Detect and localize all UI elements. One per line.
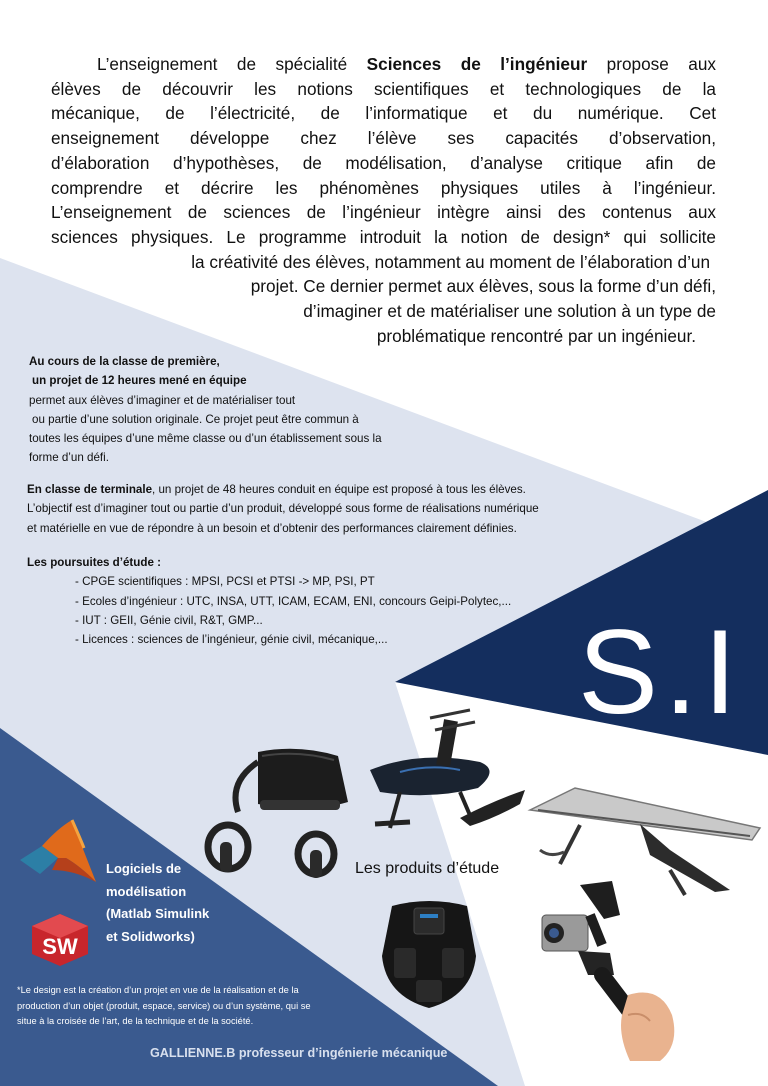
intro-specialty-bold: Sciences de l’ingénieur bbox=[366, 54, 588, 74]
terminale-section bbox=[27, 480, 539, 538]
footnote-line: *Le design est la création d’un projet en vue de la réalisation et de la bbox=[17, 985, 299, 995]
si-big-title: S.I bbox=[578, 605, 743, 739]
matlab-logo-icon bbox=[18, 818, 98, 890]
poursuites-item: - IUT : GEII, Génie civil, R&T, GMP... bbox=[75, 613, 263, 627]
premiere-title: Au cours de la classe de première, bbox=[29, 355, 220, 368]
premiere-section bbox=[29, 352, 382, 468]
logiciels-line: (Matlab Simulink bbox=[106, 906, 210, 921]
hydrofoil-drone-icon bbox=[360, 700, 530, 840]
poursuites-item: - Ecoles d’ingénieur : UTC, INSA, UTT, ICAM, ECAM, ENI, concours Geipi-Polytec,... bbox=[75, 594, 512, 608]
premiere-line: forme d’un défi. bbox=[29, 451, 109, 465]
premiere-line: un projet de 12 heures mené en équipe bbox=[32, 374, 247, 388]
intro-line: élèves de découvrir les notions scientifiques et technologiques de la bbox=[51, 78, 716, 99]
design-footnote bbox=[17, 983, 377, 1030]
logiciels-line: modélisation bbox=[106, 883, 187, 899]
wearable-sensor-icon bbox=[372, 896, 487, 1016]
logiciels-caption bbox=[106, 858, 256, 948]
poursuites-item: - CPGE scientifiques : MPSI, PCSI et PTSI -> MP, PSI, PT bbox=[75, 575, 375, 589]
premiere-line: ou partie d’une solution originale. Ce projet peut être commun à bbox=[32, 412, 359, 426]
author-credit: GALLIENNE.B professeur d’ingénierie mécanique bbox=[150, 1046, 448, 1060]
footnote-line: production d’un objet (produit, espace, service) ou d’un système, qui se bbox=[17, 1000, 311, 1011]
intro-line: la créativité des élèves, notamment au moment de l’élaboration d’un bbox=[191, 251, 710, 272]
solidworks-logo-icon bbox=[30, 912, 90, 968]
terminale-line: L’objectif est d’imaginer tout ou partie d’un produit, développé sous forme de réalisations numérique bbox=[27, 502, 539, 516]
footnote-line: situe à la croisée de l’art, de la technique et de la société. bbox=[17, 1016, 254, 1026]
intro-line: sciences physiques. Le programme introduit la notion de design* qui sollicite bbox=[51, 226, 716, 247]
terminale-line: En classe de terminale, un projet de 48 heures conduit en équipe est proposé à tous les élèves. bbox=[27, 483, 526, 496]
poursuites-section bbox=[27, 553, 511, 649]
intro-line: d’élaboration d’hypothèses, de modélisation, d’analyse critique afin de bbox=[51, 152, 716, 173]
intro-line: L’enseignement de spécialité Sciences de l’ingénieur propose aux bbox=[97, 54, 716, 74]
camera-gimbal-icon bbox=[510, 875, 690, 1065]
intro-line: problématique rencontré par un ingénieur. bbox=[376, 325, 696, 346]
sw-logo-text: SW bbox=[42, 934, 78, 959]
intro-line: d’imaginer et de matérialiser une solution à un type de bbox=[303, 301, 716, 322]
produits-label: Les produits d’étude bbox=[355, 860, 500, 877]
terminale-line: et matérielle en vue de répondre à un besoin et d’obtenir des performances clairement définies. bbox=[27, 521, 517, 535]
premiere-line: permet aux élèves d’imaginer et de matérialiser tout bbox=[29, 393, 296, 407]
poursuites-item: - Licences : sciences de l’ingénieur, génie civil, mécanique,... bbox=[75, 633, 388, 647]
intro-line: projet. Ce dernier permet aux élèves, sous la forme d’un défi, bbox=[250, 276, 716, 297]
logiciels-line: et Solidworks) bbox=[106, 928, 195, 944]
poursuites-title: Les poursuites d’étude : bbox=[27, 556, 161, 569]
premiere-line: toutes les équipes d’une même classe ou d’un établissement sous la bbox=[29, 432, 382, 446]
intro-line: comprendre et décrire les phénomènes physiques utiles à l’ingénieur. bbox=[51, 177, 716, 198]
logiciels-line: Logiciels de bbox=[106, 861, 182, 876]
intro-line: enseignement développe chez l’élève ses capacités d’observation, bbox=[51, 128, 716, 149]
intro-line: L’enseignement de sciences de l’ingénieur intègre ainsi des contenus aux bbox=[51, 202, 716, 223]
intro-line: mécanique, de l’électricité, de l’informatique et du numérique. Cet bbox=[51, 103, 716, 124]
intro-paragraph bbox=[51, 52, 716, 348]
